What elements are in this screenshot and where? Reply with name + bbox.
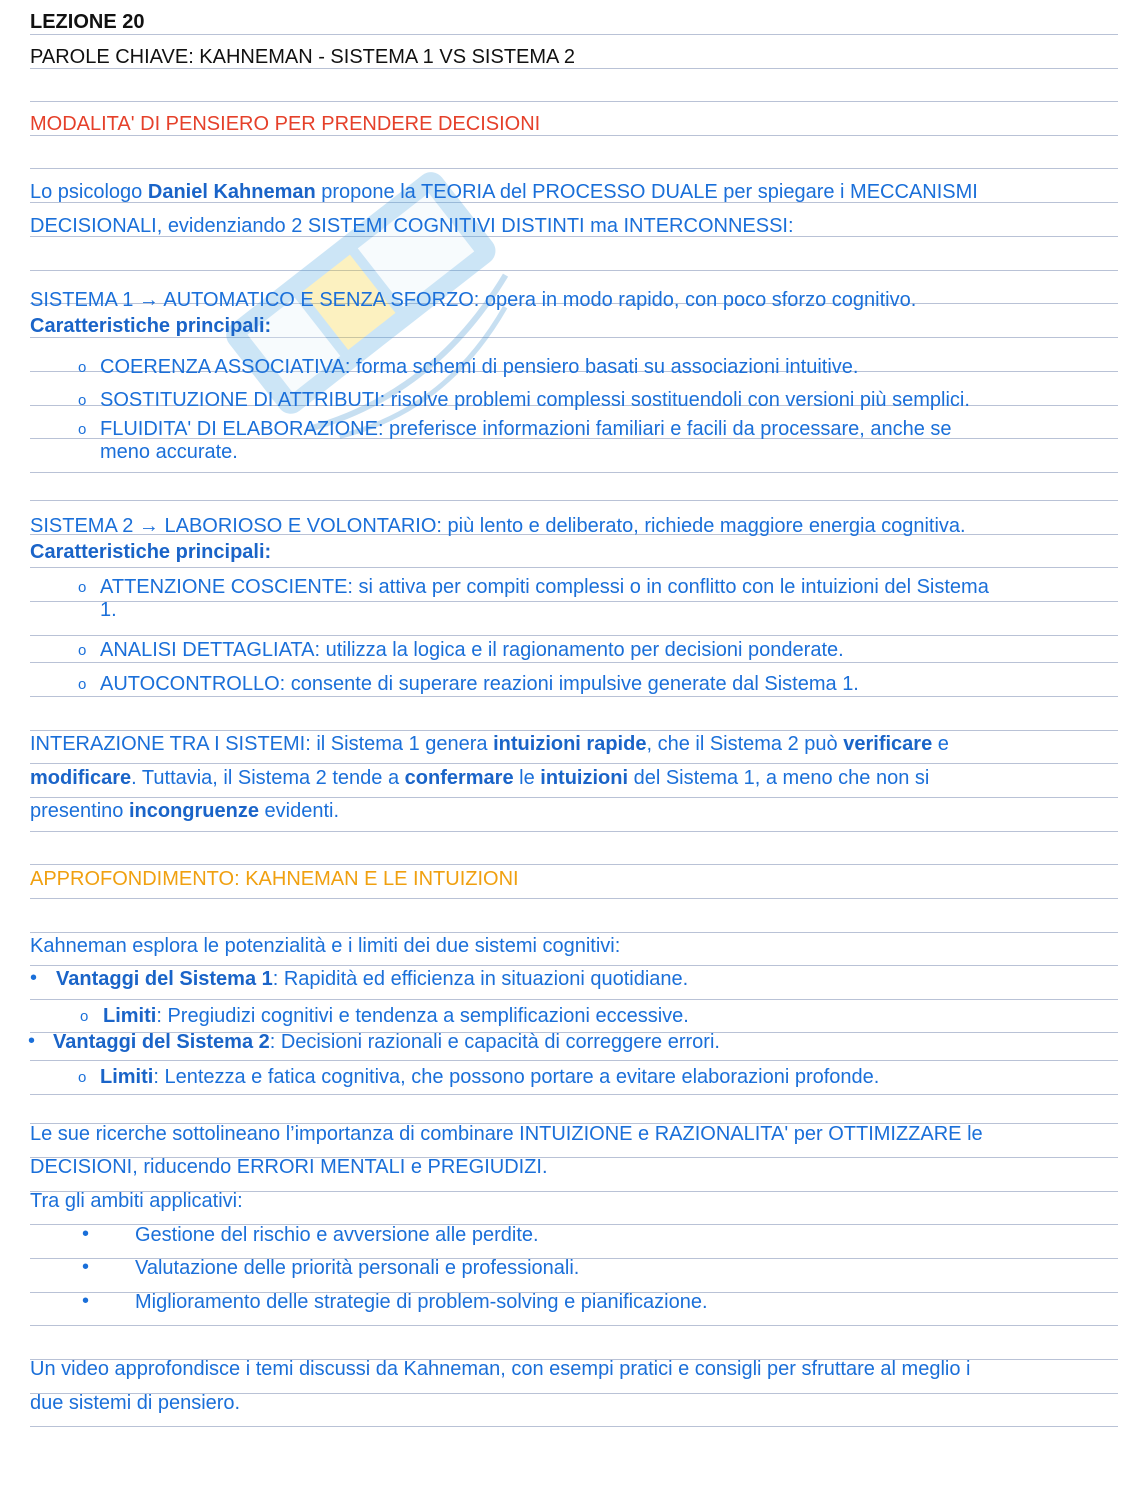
page-title: LEZIONE 20 [30, 11, 145, 33]
sistema1-features-label: Caratteristiche principali: [30, 315, 272, 337]
keywords: PAROLE CHIAVE: KAHNEMAN - SISTEMA 1 VS SISTEMA 2 [30, 46, 575, 68]
sistema1-item: FLUIDITA' DI ELABORAZIONE: preferisce informazioni familiari e facili da processare, anche se [100, 418, 952, 440]
vantaggi-sistema1: Vantaggi del Sistema 1: Rapidità ed efficienza in situazioni quotidiane. [56, 968, 689, 990]
sistema1-heading: SISTEMA 1 → AUTOMATICO E SENZA SFORZO: opera in modo rapido, con poco sforzo cognitivo. [30, 289, 917, 311]
circle-bullet: o [78, 421, 87, 438]
interazione-line-1: INTERAZIONE TRA I SISTEMI: il Sistema 1 genera intuizioni rapide, che il Sistema 2 può verificare e [30, 733, 949, 755]
ricerche-line-1: Le sue ricerche sottolineano l’importanza di combinare INTUIZIONE e RAZIONALITA' per OTTIMIZZARE le [30, 1123, 983, 1145]
circle-bullet: o [78, 359, 87, 376]
circle-bullet: o [78, 1069, 87, 1086]
circle-bullet: o [78, 642, 87, 659]
sistema2-features-label: Caratteristiche principali: [30, 541, 272, 563]
dot-bullet: • [28, 1030, 36, 1052]
sistema2-heading: SISTEMA 2 → LABORIOSO E VOLONTARIO: più lento e deliberato, richiede maggiore energia cognitiva. [30, 515, 966, 537]
sistema2-item: ANALISI DETTAGLIATA: utilizza la logica e il ragionamento per decisioni ponderate. [100, 639, 844, 661]
dot-bullet: • [82, 1256, 90, 1278]
section-heading-approfondimento: APPROFONDIMENTO: KAHNEMAN E LE INTUIZIONI [30, 868, 519, 890]
ambiti-label: Tra gli ambiti applicativi: [30, 1190, 243, 1212]
section-heading-modalita: MODALITA' DI PENSIERO PER PRENDERE DECISIONI [30, 113, 541, 135]
video-line-2: due sistemi di pensiero. [30, 1392, 241, 1414]
sistema2-item-cont: 1. [100, 599, 117, 621]
sistema2-item: AUTOCONTROLLO: consente di superare reazioni impulsive generate dal Sistema 1. [100, 673, 859, 695]
circle-bullet: o [80, 1008, 89, 1025]
sistema2-item: ATTENZIONE COSCIENTE: si attiva per compiti complessi o in conflitto con le intuizioni del Sistema [100, 576, 989, 598]
circle-bullet: o [78, 392, 87, 409]
dot-bullet: • [82, 1290, 90, 1312]
circle-bullet: o [78, 676, 87, 693]
limiti-sistema1: Limiti: Pregiudizi cognitivi e tendenza a semplificazioni eccessive. [103, 1005, 689, 1027]
vantaggi-sistema2: Vantaggi del Sistema 2: Decisioni razionali e capacità di correggere errori. [53, 1031, 720, 1053]
dot-bullet: • [82, 1223, 90, 1245]
circle-bullet: o [78, 579, 87, 596]
interazione-line-3: presentino incongruenze evidenti. [30, 800, 340, 822]
intro-line-2: DECISIONALI, evidenziando 2 SISTEMI COGNITIVI DISTINTI ma INTERCONNESSI: [30, 215, 794, 237]
interazione-line-2: modificare. Tuttavia, il Sistema 2 tende a confermare le intuizioni del Sistema 1, a meno che non si [30, 767, 930, 789]
sistema1-item-cont: meno accurate. [100, 441, 238, 463]
ambito-item: Valutazione delle priorità personali e professionali. [135, 1257, 580, 1279]
approf-intro: Kahneman esplora le potenzialità e i limiti dei due sistemi cognitivi: [30, 935, 621, 957]
sistema1-item: COERENZA ASSOCIATIVA: forma schemi di pensiero basati su associazioni intuitive. [100, 356, 859, 378]
dot-bullet: • [30, 967, 38, 989]
limiti-sistema2: Limiti: Lentezza e fatica cognitiva, che possono portare a evitare elaborazioni profonde. [100, 1066, 880, 1088]
ambito-item: Miglioramento delle strategie di problem-solving e pianificazione. [135, 1291, 708, 1313]
video-line-1: Un video approfondisce i temi discussi da Kahneman, con esempi pratici e consigli per sfruttare al meglio i [30, 1358, 971, 1380]
ricerche-line-2: DECISIONI, riducendo ERRORI MENTALI e PREGIUDIZI. [30, 1156, 548, 1178]
ambito-item: Gestione del rischio e avversione alle perdite. [135, 1224, 539, 1246]
intro-line-1: Lo psicologo Daniel Kahneman propone la TEORIA del PROCESSO DUALE per spiegare i MECCANISMI [30, 181, 978, 203]
sistema1-item: SOSTITUZIONE DI ATTRIBUTI: risolve problemi complessi sostituendoli con versioni più semplici. [100, 389, 970, 411]
